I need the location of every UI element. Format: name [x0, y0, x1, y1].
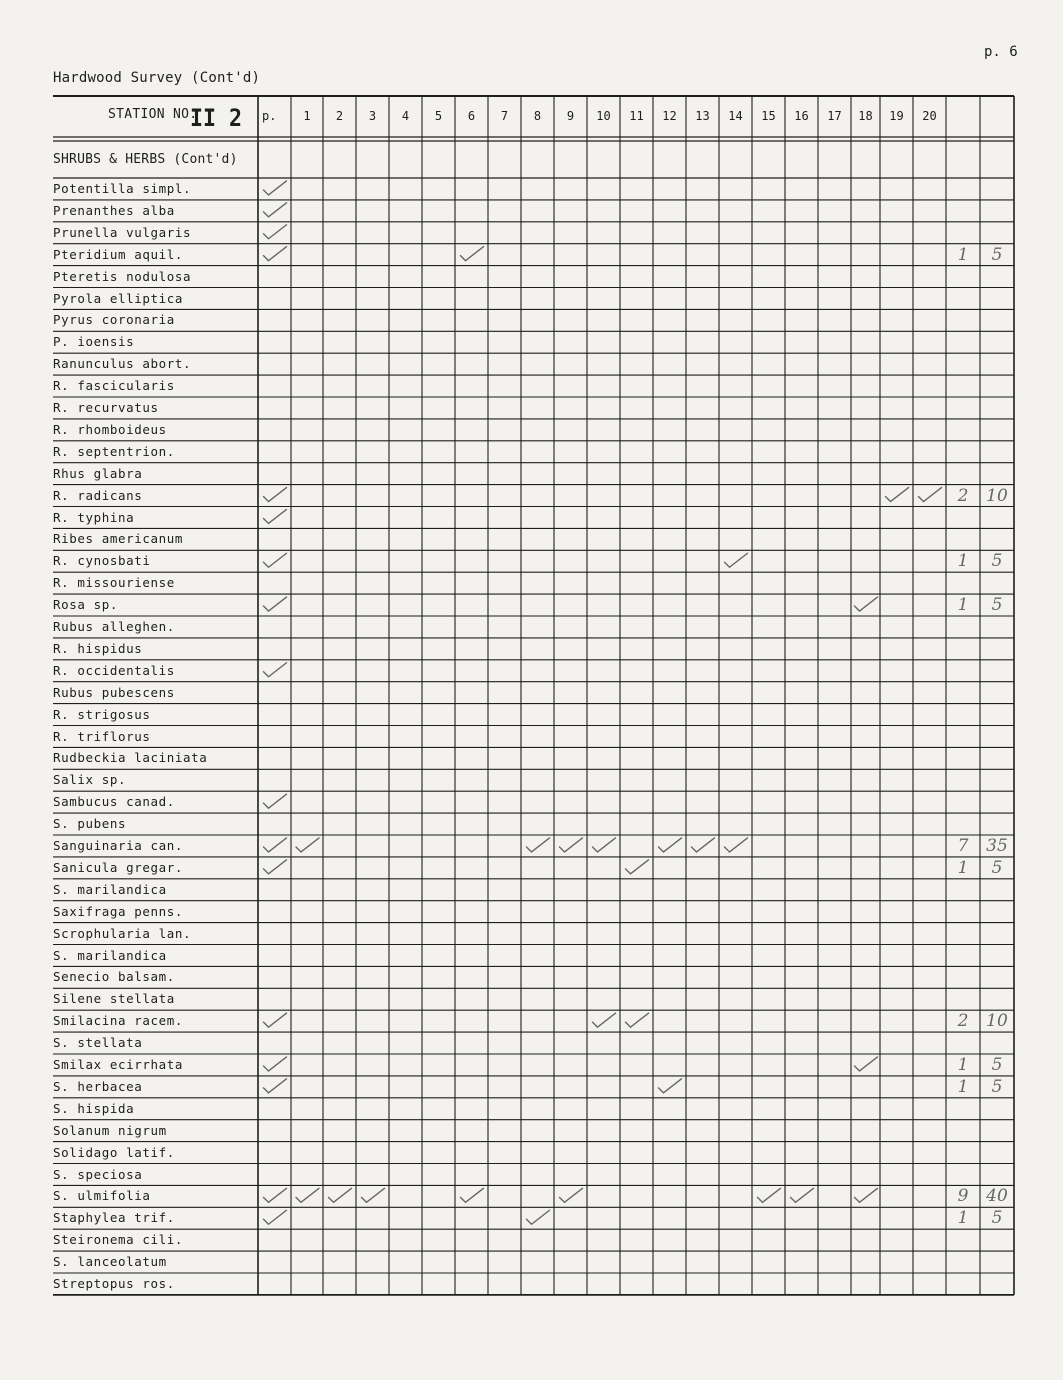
column-number: 10: [596, 109, 611, 123]
species-name: S. pubens: [53, 816, 127, 832]
count-total: 1: [957, 244, 969, 265]
check-mark-icon: [791, 1188, 814, 1202]
check-mark-icon: [264, 1057, 287, 1071]
check-mark-icon: [855, 1057, 878, 1071]
check-mark-icon: [264, 181, 287, 195]
species-name: Scrophularia lan.: [53, 925, 192, 941]
column-header-p: p.: [262, 109, 277, 123]
species-name: Prunella vulgaris: [53, 224, 192, 240]
species-name: R. fascicularis: [53, 378, 175, 394]
column-number: 7: [500, 109, 509, 123]
species-name: S. ulmifolia: [53, 1188, 151, 1204]
cover-total: 10: [986, 1011, 1008, 1032]
check-mark-icon: [362, 1188, 385, 1202]
count-total: 1: [957, 857, 969, 878]
cover-total: 40: [986, 1186, 1008, 1207]
check-mark-icon: [919, 488, 942, 502]
column-number: 1: [303, 109, 311, 123]
check-mark-icon: [659, 1079, 682, 1093]
species-name: Sanguinaria can.: [53, 838, 184, 853]
check-mark-icon: [264, 225, 287, 239]
species-name: S. stellata: [53, 1035, 143, 1051]
species-name: R. septentrion.: [53, 443, 175, 459]
check-mark-icon: [725, 838, 748, 852]
species-name: Staphylea trif.: [53, 1210, 175, 1226]
column-number: 12: [662, 109, 677, 123]
species-name: Ranunculus abort.: [53, 356, 192, 372]
species-name: Smilax ecirrhata: [53, 1057, 184, 1072]
count-total: 2: [957, 1011, 969, 1032]
section-heading: SHRUBS & HERBS (Cont'd): [53, 152, 238, 167]
column-number: 17: [827, 109, 842, 123]
species-name: Saxifraga penns.: [53, 903, 184, 919]
check-mark-icon: [626, 860, 649, 874]
count-total: 2: [957, 485, 969, 506]
species-name: Pyrus coronaria: [53, 312, 175, 328]
column-number: 9: [566, 109, 575, 123]
count-total: 1: [957, 1208, 969, 1229]
column-number: 11: [629, 109, 644, 123]
species-name: Solidago latif.: [53, 1144, 175, 1160]
column-number: 14: [728, 109, 743, 123]
species-name: Rudbeckia laciniata: [53, 750, 208, 766]
species-name: Pteretis nodulosa: [53, 268, 192, 284]
species-name: S. marilandica: [53, 881, 167, 897]
species-name: R. typhina: [53, 509, 135, 525]
column-number: 18: [858, 109, 873, 123]
column-number: 5: [434, 109, 443, 123]
count-total: 7: [957, 836, 969, 856]
check-mark-icon: [264, 1079, 287, 1093]
cover-total: 5: [991, 857, 1003, 878]
cover-total: 5: [991, 1055, 1003, 1075]
cover-total: 5: [991, 595, 1003, 616]
column-number: 15: [761, 109, 776, 123]
check-mark-icon: [264, 860, 287, 874]
check-mark-icon: [296, 838, 319, 852]
species-name: R. hispidus: [53, 640, 143, 656]
species-name: Rubus alleghen.: [53, 619, 175, 634]
species-name: S. herbacea: [53, 1078, 143, 1094]
cover-total: 10: [986, 485, 1008, 506]
check-mark-icon: [264, 1013, 287, 1027]
check-mark-icon: [264, 509, 287, 523]
species-name: S. marilandica: [53, 947, 167, 963]
check-mark-icon: [264, 794, 287, 808]
column-number: 4: [401, 109, 410, 123]
species-name: R. recurvatus: [53, 400, 159, 415]
column-number: 3: [368, 109, 377, 123]
species-name: Streptopus ros.: [53, 1276, 175, 1291]
species-name: Ribes americanum: [53, 531, 184, 547]
check-mark-icon: [264, 553, 287, 567]
species-name: Solanum nigrum: [53, 1122, 167, 1138]
check-mark-icon: [264, 597, 287, 611]
column-number: 13: [695, 109, 710, 123]
species-name: Pteridium aquil.: [53, 246, 184, 262]
check-mark-icon: [560, 1188, 583, 1202]
column-number: 8: [533, 109, 542, 123]
species-name: Silene stellata: [53, 991, 175, 1007]
cover-total: 35: [986, 836, 1008, 856]
column-number: 6: [467, 109, 476, 123]
species-name: R. missouriense: [53, 575, 175, 591]
species-name: Salix sp.: [53, 772, 127, 788]
page-title: Hardwood Survey (Cont'd): [53, 70, 261, 86]
check-mark-icon: [264, 247, 287, 261]
check-mark-icon: [264, 488, 287, 502]
check-mark-icon: [264, 663, 287, 677]
species-name: Sanicula gregar.: [53, 859, 184, 875]
check-mark-icon: [264, 1188, 287, 1202]
species-name: R. rhomboideus: [53, 421, 167, 437]
check-mark-icon: [527, 1210, 550, 1224]
page-number: p. 6: [984, 44, 1018, 60]
count-total: 1: [957, 1055, 969, 1075]
check-mark-icon: [855, 597, 878, 611]
check-mark-icon: [593, 1013, 616, 1027]
species-name: Rubus pubescens: [53, 684, 175, 700]
check-mark-icon: [725, 553, 748, 567]
check-mark-icon: [626, 1013, 649, 1027]
check-mark-icon: [886, 488, 909, 502]
station-number-stamp: II 2: [190, 104, 243, 132]
species-name: R. radicans: [53, 487, 143, 503]
check-mark-icon: [593, 838, 616, 852]
column-number: 19: [889, 109, 904, 123]
species-name: Smilacina racem.: [53, 1013, 184, 1029]
species-name: S. speciosa: [53, 1166, 143, 1182]
cover-total: 5: [991, 1076, 1003, 1097]
species-name: Pyrola elliptica: [53, 290, 184, 306]
species-name: Rhus glabra: [53, 465, 143, 481]
species-name: R. occidentalis: [53, 662, 175, 678]
station-label: STATION NO.: [108, 107, 198, 122]
count-total: 1: [957, 1076, 969, 1097]
check-mark-icon: [264, 1210, 287, 1224]
check-mark-icon: [296, 1188, 319, 1202]
check-mark-icon: [264, 838, 287, 852]
check-mark-icon: [461, 1188, 484, 1202]
check-mark-icon: [758, 1188, 781, 1202]
species-name: Potentilla simpl.: [53, 181, 192, 196]
species-name: R. cynosbati: [53, 553, 151, 569]
cover-total: 5: [991, 1208, 1003, 1229]
cover-total: 5: [991, 244, 1003, 265]
species-name: Steironema cili.: [53, 1232, 184, 1248]
species-name: Rosa sp.: [53, 597, 119, 613]
species-name: S. lanceolatum: [53, 1254, 167, 1270]
check-mark-icon: [659, 838, 682, 852]
species-name: Sambucus canad.: [53, 794, 175, 810]
species-name: R. strigosus: [53, 706, 151, 722]
count-total: 9: [957, 1186, 969, 1207]
cover-total: 5: [991, 551, 1003, 572]
column-number: 20: [922, 109, 937, 123]
check-mark-icon: [461, 247, 484, 261]
column-number: 2: [335, 109, 344, 123]
species-name: Prenanthes alba: [53, 202, 175, 218]
check-mark-icon: [527, 838, 550, 852]
check-mark-icon: [855, 1188, 878, 1202]
check-mark-icon: [560, 838, 583, 852]
species-name: Senecio balsam.: [53, 969, 175, 985]
count-total: 1: [957, 595, 969, 616]
check-mark-icon: [329, 1188, 352, 1202]
column-number: 16: [794, 109, 809, 123]
species-name: P. ioensis: [53, 334, 135, 350]
check-mark-icon: [692, 838, 715, 852]
species-name: R. triflorus: [53, 728, 151, 744]
count-total: 1: [957, 551, 969, 572]
species-name: S. hispida: [53, 1100, 135, 1116]
check-mark-icon: [264, 203, 287, 217]
